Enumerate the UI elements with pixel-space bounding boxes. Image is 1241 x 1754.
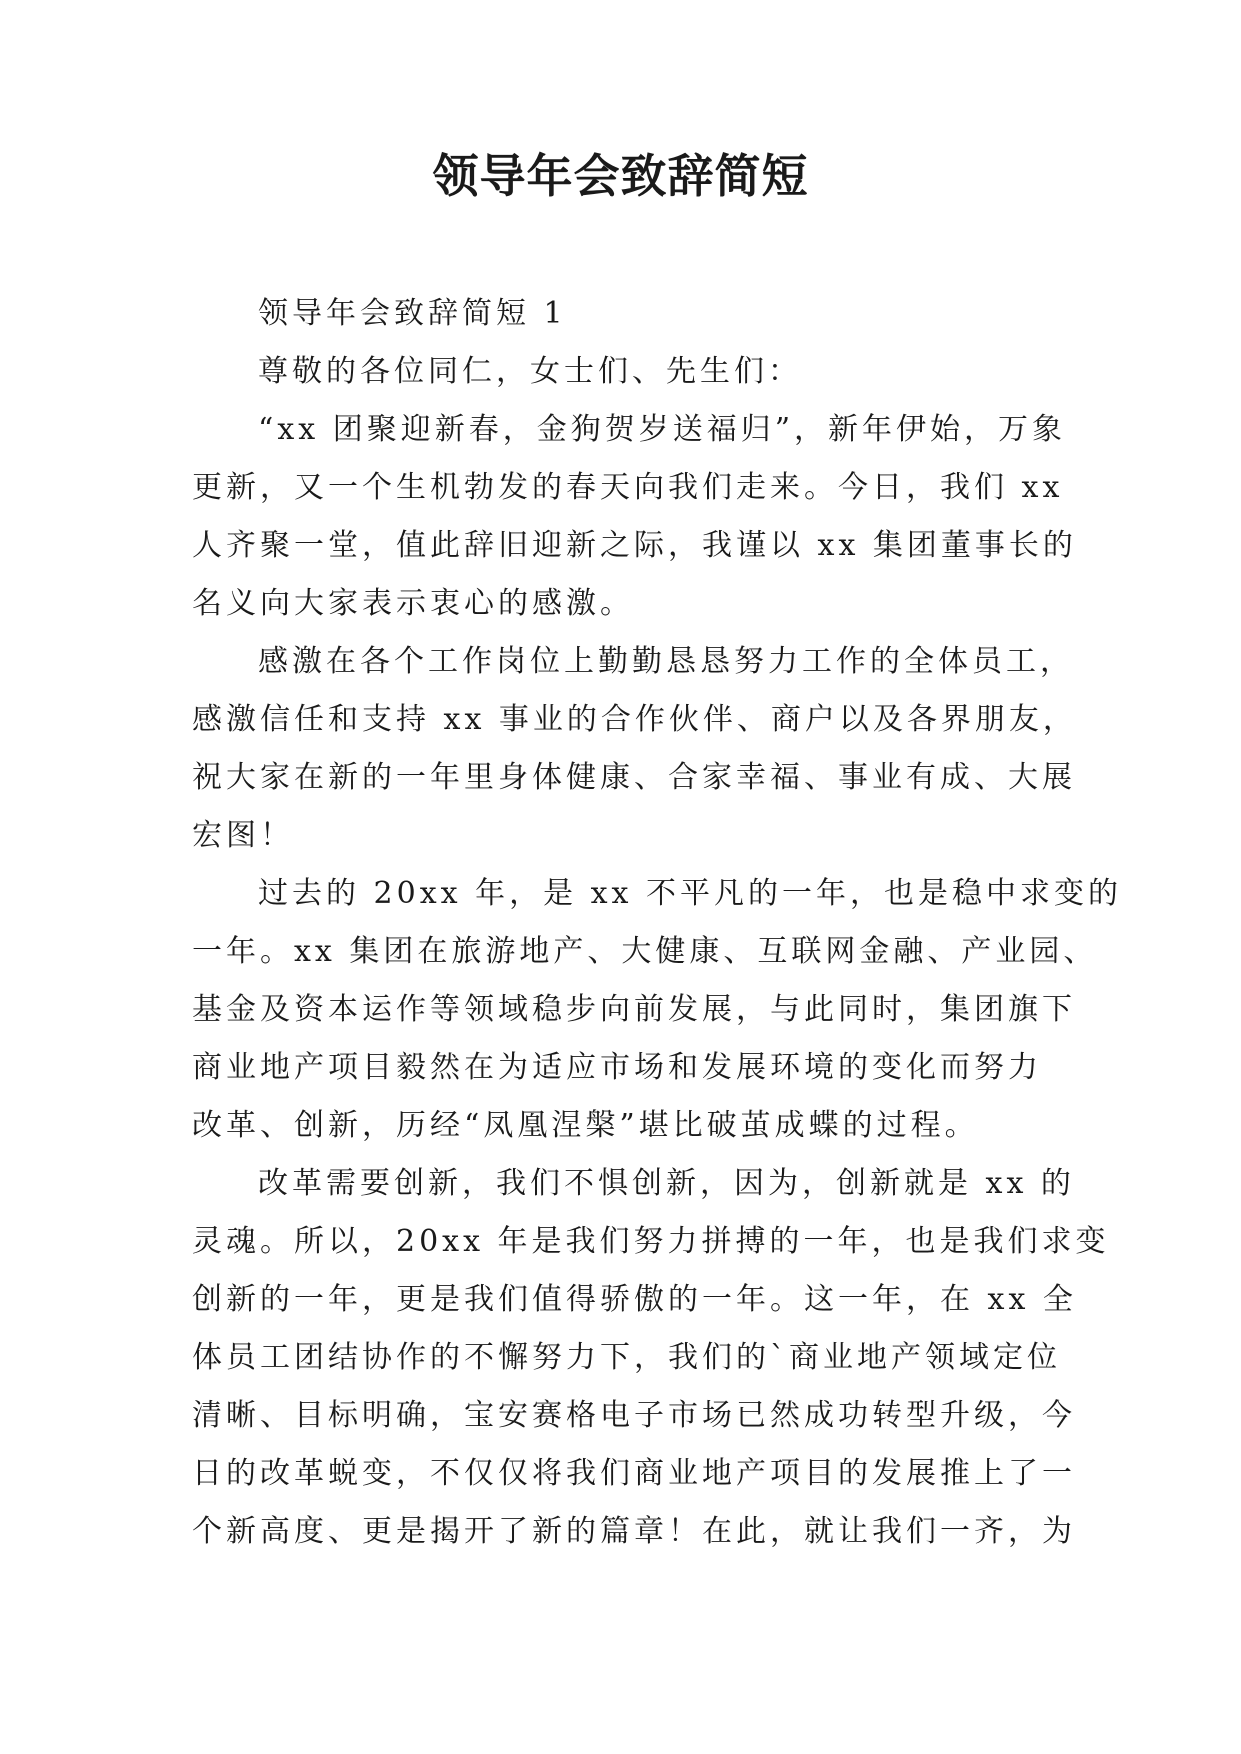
- text-line: 一年。xx 集团在旅游地产、大健康、互联网金融、产业园、: [192, 934, 1098, 969]
- text-line: 祝大家在新的一年里身体健康、合家幸福、事业有成、大展: [192, 760, 1076, 795]
- text-line: 改革、创新，历经“凤凰涅槃”堪比破茧成蝶的过程。: [192, 1108, 979, 1143]
- text-line: 清晰、目标明确，宝安赛格电子市场已然成功转型升级，今: [192, 1398, 1076, 1433]
- text-line: 创新的一年，更是我们值得骄傲的一年。这一年，在 xx 全: [192, 1282, 1077, 1317]
- text-line: 宏图！: [192, 818, 294, 853]
- text-line: 商业地产项目毅然在为适应市场和发展环境的变化而努力: [192, 1050, 1042, 1085]
- text-line: 更新，又一个生机勃发的春天向我们走来。今日，我们 xx: [192, 470, 1064, 505]
- text-line: 体员工团结协作的不懈努力下，我们的`商业地产领域定位: [192, 1340, 1061, 1375]
- text-line: 个新高度、更是揭开了新的篇章！在此，就让我们一齐，为: [192, 1514, 1076, 1549]
- text-line: 感激信任和支持 xx 事业的合作伙伴、商户以及各界朋友，: [192, 702, 1077, 737]
- text-line: 日的改革蜕变，不仅仅将我们商业地产项目的发展推上了一: [192, 1456, 1076, 1491]
- text-line: 基金及资本运作等领域稳步向前发展，与此同时，集团旗下: [192, 992, 1076, 1027]
- text-line: 改革需要创新，我们不惧创新，因为，创新就是 xx 的: [258, 1166, 1075, 1201]
- text-line: 尊敬的各位同仁，女士们、先生们：: [258, 354, 802, 389]
- text-line: “xx 团聚迎新春，金狗贺岁送福归”，新年伊始，万象: [258, 412, 1067, 447]
- document-title: 领导年会致辞简短: [432, 149, 809, 203]
- text-line: 名义向大家表示衷心的感激。: [192, 586, 634, 621]
- text-line: 领导年会致辞简短 1: [258, 296, 567, 331]
- text-line: 过去的 20xx 年，是 xx 不平凡的一年，也是稳中求变的: [258, 876, 1122, 911]
- text-line: 灵魂。所以，20xx 年是我们努力拼搏的一年，也是我们求变: [192, 1224, 1110, 1259]
- text-line: 人齐聚一堂，值此辞旧迎新之际，我谨以 xx 集团董事长的: [192, 528, 1077, 563]
- text-line: 感激在各个工作岗位上勤勤恳恳努力工作的全体员工，: [258, 644, 1074, 679]
- document-body: [192, 285, 1122, 1561]
